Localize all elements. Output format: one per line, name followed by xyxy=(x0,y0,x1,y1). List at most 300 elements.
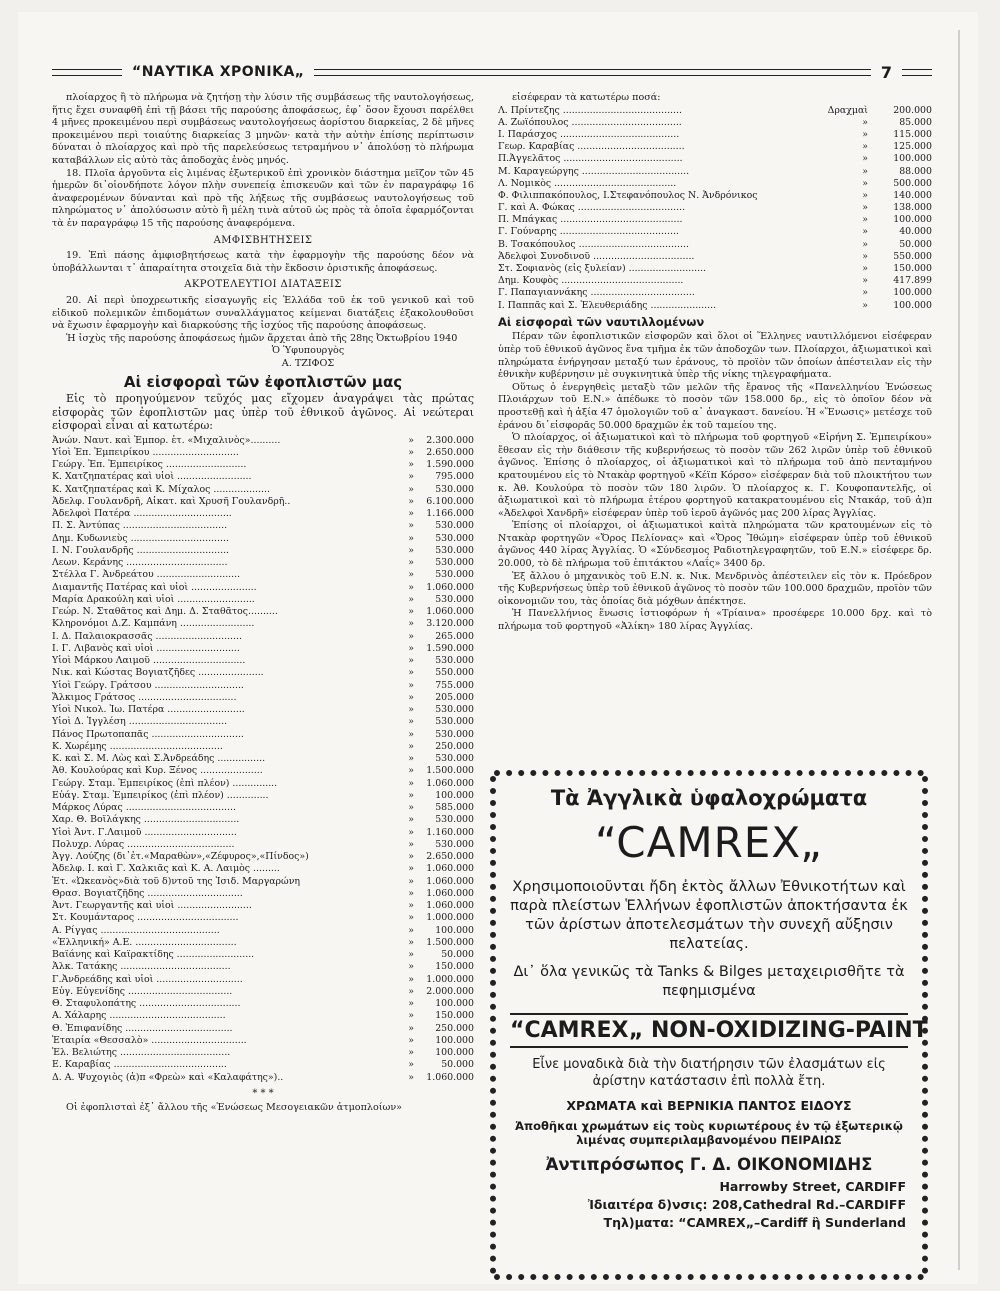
currency-mark: » xyxy=(408,875,414,887)
list-item xyxy=(52,839,474,851)
paragraph: πλοίαρχος ἢ τὸ πλήρωμα νὰ ζητήσῃ τὴν λύσιν τῆς συμβάσεως τῆς ναυτολογήσεως, ἥτις ἔχει συναφθῆ ἐπὶ τῇ βάσει τῆς παρούσης ἀποφάσεως, ἐφ᾽ ὅσον ἔχουσι παρέλθει 4 μῆνες προκειμένου περὶ συμβάσεως ναυτολογήσεως ἀορίστου διαρκείας, 2 δὲ μῆνες προκειμένου περὶ τοιαύτης διαρκείας 3 μηνῶν· κατὰ τὴν αὐτὴν ἐπίσης περίπτωσιν δύναται ὁ πλοίαρχος καὶ πρὸ τῆς παρελεύσεως τετραμήνου ν᾽ ἀπολύσῃ τὸ πλήρωμα καταβάλλων εἰς αὐτὸ τὰς ἀποδοχὰς ἑνὸς μηνός. xyxy=(52,92,474,166)
list-item xyxy=(498,251,932,263)
list-item xyxy=(52,533,474,545)
list-item xyxy=(52,557,474,569)
contributor-name: Ε. Καραβίας ...................................... xyxy=(52,1059,227,1071)
currency-mark: » xyxy=(408,936,414,948)
list-item xyxy=(498,141,932,153)
contributor-name: Εὐγ. Εὐγενίδης ................................... xyxy=(52,985,233,997)
list-item xyxy=(498,287,932,299)
list-item xyxy=(52,851,474,863)
contribution-amount: 1.000.000 xyxy=(426,973,474,985)
contribution-amount: 1.590.000 xyxy=(426,459,474,471)
contributor-name: Ἀθ. Κουλούρας καὶ Κυρ. Ξένος ..................... xyxy=(52,765,263,777)
contribution-amount: 2.000.000 xyxy=(426,985,474,997)
contribution-amount: 250.000 xyxy=(435,1022,474,1034)
contributor-name: Λ. Νομικὸς ......................................... xyxy=(498,177,677,189)
contributor-name: Δημ. Κουφὸς ......................................... xyxy=(498,275,684,287)
currency-mark: » xyxy=(408,998,414,1010)
contribution-amount: 2.650.000 xyxy=(426,851,474,863)
currency-mark: » xyxy=(862,189,868,201)
ad-text: Ἀποθῆκαι χρωμάτων εἰς τοὺς κυριωτέρους ἐν τῷ ἐξωτερικῷ λιμένας συμπεριλαμβανομένου ΠΕΙΡΑΙΩΣ xyxy=(515,1119,903,1147)
signature-title: Ὁ Ὑφυπουργὸς xyxy=(271,345,345,357)
list-item xyxy=(52,582,474,594)
currency-mark: » xyxy=(408,544,414,556)
contributor-name: Λ. Πρίντεζης ........................................ xyxy=(498,104,682,116)
contribution-amount: 530.000 xyxy=(435,544,474,556)
contributor-name: Ἀδελφοὶ Πατέρα ................................. xyxy=(52,508,232,520)
list-item xyxy=(498,105,932,117)
currency-mark: » xyxy=(862,141,868,153)
contribution-amount: 530.000 xyxy=(435,716,474,728)
contributor-name: Μ. Καραγεώργης .................................... xyxy=(498,165,690,177)
ad-representative: Ἀντιπρόσωπος Γ. Δ. ΟΙΚΟΝΟΜΙΔΗΣ xyxy=(545,1155,873,1174)
currency-mark: » xyxy=(408,716,414,728)
list-item xyxy=(498,202,932,214)
currency-mark: » xyxy=(862,153,868,165)
currency-mark: » xyxy=(408,949,414,961)
currency-mark: » xyxy=(408,520,414,532)
list-item xyxy=(52,484,474,496)
contributor-name: Χαρ. Θ. Βοϊλάγκης ................................ xyxy=(52,814,240,826)
contribution-amount: 100.000 xyxy=(893,153,932,165)
contributor-name: Ι. Ν. Γουλανδρῆς ............................... xyxy=(52,544,230,556)
currency-mark: » xyxy=(862,165,868,177)
contribution-amount: 1.060.000 xyxy=(426,900,474,912)
contribution-amount: 585.000 xyxy=(435,802,474,814)
contributor-name: Β. Τσακόπουλος ..................................... xyxy=(498,238,689,250)
list-item xyxy=(498,239,932,251)
contributor-name: Π. Σ. Ἀντύπας ................................... xyxy=(52,520,228,532)
contributor-name: Π. Μπάγκας ......................................... xyxy=(498,214,683,226)
contribution-amount: 1.000.000 xyxy=(426,912,474,924)
currency-mark: » xyxy=(408,434,414,446)
contributor-name: Ἀδελφ. Γουλανδρῆ, Αἰκατ. καὶ Χρυσῆ Γουλανδρῆ.. xyxy=(52,495,291,507)
currency-mark: » xyxy=(408,593,414,605)
currency-mark: » xyxy=(408,961,414,973)
ad-text: Εἶνε μοναδικὰ διὰ τὴν διατήρησιν τῶν ἐλασμάτων εἰς ἀρίστην κατάστασιν ἐπὶ πολλὰ ἔτη. xyxy=(532,1057,886,1089)
contribution-amount: 530.000 xyxy=(435,704,474,716)
currency-mark: » xyxy=(408,740,414,752)
contribution-list xyxy=(52,435,474,1084)
contribution-list xyxy=(498,105,932,312)
currency-mark: » xyxy=(408,569,414,581)
ad-telegram: Τηλ)ματα: “CAMREX„–Cardiff ἢ Sunderland xyxy=(603,1215,906,1230)
currency-mark: » xyxy=(408,495,414,507)
contributor-name: Ι. Παράσχος ........................................ xyxy=(498,128,680,140)
currency-mark: » xyxy=(408,483,414,495)
contributor-name: Ι. Παππᾶς καὶ Σ. Ἐλευθεριάδης ...................... xyxy=(498,299,717,311)
ad-text: Δι᾽ ὅλα γενικῶς τὰ Tanks & Bilges μεταχειρισθῆτε τὰ πεφημισμένα xyxy=(513,964,905,999)
contributor-name: Ἑτ. «Ὠκεανὸς»διὰ τοῦ δ)ντοῦ της Ἰσιδ. Μαργαρώνη xyxy=(52,875,301,887)
contribution-amount: 1.060.000 xyxy=(426,875,474,887)
list-item xyxy=(52,729,474,741)
currency-mark: » xyxy=(408,630,414,642)
currency-mark: » xyxy=(408,1071,414,1083)
list-item xyxy=(52,741,474,753)
list-item xyxy=(52,1023,474,1035)
list-item xyxy=(52,1035,474,1047)
currency-mark: » xyxy=(408,618,414,630)
contribution-amount: 150.000 xyxy=(435,1010,474,1022)
list-item xyxy=(52,716,474,728)
list-item xyxy=(52,1047,474,1059)
paragraph: Οὕτως ὁ ἐνεργηθεὶς μεταξὺ τῶν μελῶν τῆς ἔρανος τῆς «Πανελληνίου Ἑνώσεως Πλοιάρχων τοῦ Ε.Ν.» ἀπέδωκε τὸ ποσὸν τῶν 158.000 δρ., εἰς τὸ ὁποῖον δέον νὰ προστεθῇ καὶ ἡ ἀξία 47 ὁμολογιῶν τοῦ α᾽ ἀναγκαστ. δανείου. Ἡ «Ἕνωσις» μετέσχε τοῦ ἐράνου δι᾽εἰσφορᾶς 50.000 δραχμῶν ἐκ τοῦ ταμείου της. xyxy=(498,381,932,431)
contributor-name: Μάρκος Λύρας ..................................... xyxy=(52,802,236,814)
contributor-name: Α. Ρίγγας ........................................ xyxy=(52,924,220,936)
contribution-amount: 1.590.000 xyxy=(426,642,474,654)
contributor-name: Κ. καὶ Σ. Μ. Λὼς καὶ Σ.Ἀνδρεάδης ................ xyxy=(52,753,266,765)
section-heading: ΑΜΦΙΣΒΗΤΗΣΕΙΣ xyxy=(213,234,313,246)
advertisement xyxy=(494,770,928,1280)
contribution-amount: 530.000 xyxy=(435,532,474,544)
ad-headline: Τὰ Ἀγγλικὰ ὑφαλοχρώματα xyxy=(550,786,868,810)
list-item xyxy=(52,606,474,618)
contributor-name: Υἱοὶ Ἐπ. Ἐμπειρίκου ............................. xyxy=(52,446,239,458)
contributor-name: Ἑταιρία «Θεσσαλὸ» ................................ xyxy=(52,1034,247,1046)
contributor-name: Φ. Φιλιππακόπουλος, Ι.Στεφανόπουλος Ν. Ἀνδρόνικος xyxy=(498,189,758,201)
contributor-name: Ἄλκιμος Γράτσος ................................. xyxy=(52,691,237,703)
currency-mark: » xyxy=(408,667,414,679)
contributor-name: Πάνος Πρωτοπαπᾶς ............................... xyxy=(52,728,244,740)
article-heading: Αἱ εἰσφοραὶ τῶν ἐφοπλιστῶν μας xyxy=(123,373,403,392)
currency-mark: » xyxy=(862,287,868,299)
list-item xyxy=(52,1059,474,1071)
ad-brand: “CAMREX„ xyxy=(595,818,823,867)
contribution-amount: 530.000 xyxy=(435,655,474,667)
list-item xyxy=(52,876,474,888)
contributor-name: Κληρονόμοι Δ.Ζ. Καμπάνη ......................... xyxy=(52,618,255,630)
contribution-amount: 115.000 xyxy=(893,128,932,140)
header-rule-right xyxy=(902,69,932,76)
list-item xyxy=(52,569,474,581)
list-item xyxy=(52,912,474,924)
contributor-name: Δημ. Κυδωνιεὺς ................................. xyxy=(52,532,229,544)
currency-mark: » xyxy=(408,446,414,458)
list-item xyxy=(52,435,474,447)
contribution-amount: 1.500.000 xyxy=(426,765,474,777)
currency-mark: » xyxy=(408,704,414,716)
contribution-amount: 500.000 xyxy=(893,177,932,189)
contributor-name: Βαϊάνης καὶ Καϊρακτίδης .......................... xyxy=(52,949,255,961)
ad-street: Harrowby Street, CARDIFF xyxy=(719,1179,906,1194)
contributor-name: Ἀδελφ. Ι. καὶ Γ. Χαλκιᾶς καὶ Κ. Α. Λαιμὸς ......... xyxy=(52,863,280,875)
ad-product: “CAMREX„ NON-OXIDIZING-PAINT xyxy=(510,1013,908,1048)
currency-mark: » xyxy=(408,912,414,924)
list-item xyxy=(52,937,474,949)
paragraph: Ἐξ ἄλλου ὁ μηχανικὸς τοῦ Ε.Ν. κ. Νικ. Μενδρινὸς ἀπέστειλεν εἰς τὸν κ. Πρόεδρον τῆς Κυβερνήσεως ὑπὲρ τοῦ ἐθνικοῦ ἀγῶνος τὸ ποσὸν τῶν 100.000 δραχμῶν, προϊὸν τῶν οἰκονομιῶν του, τὰς ὁποίας διὰ μόχθων ἀπέκτησε. xyxy=(498,570,932,607)
list-item xyxy=(52,900,474,912)
list-item xyxy=(52,814,474,826)
contribution-amount: 1.060.000 xyxy=(426,606,474,618)
page-header xyxy=(52,60,932,84)
currency-mark: » xyxy=(408,642,414,654)
currency-mark: » xyxy=(862,299,868,311)
list-item xyxy=(52,459,474,471)
list-item xyxy=(498,117,932,129)
contribution-amount: 40.000 xyxy=(899,226,932,238)
page-number: 7 xyxy=(880,62,892,82)
contributor-name: Κ. Χατζηπατέρας καὶ υἱοὶ ......................... xyxy=(52,471,252,483)
currency-mark: » xyxy=(408,459,414,471)
list-item xyxy=(52,520,474,532)
paragraph: Ὁ πλοίαρχος, οἱ ἀξιωματικοὶ καὶ τὸ πλήρωμα τοῦ φορτηγοῦ «Εἰρήνη Σ. Ἐμπειρίκου» ἔθεσαν εἰς τὴν διάθεσιν τῆς κυβερνήσεως τὸ ποσὸν τῶν 262 λιρῶν ὑπὲρ τοῦ ἐθνικοῦ ἀγῶνος. Ἐπίσης ὁ πλοίαρχος, οἱ ἀξιωματικοὶ καὶ τὸ πλήρωμα τοῦ ἀπὸ πενταμήνου κρατουμένου εἰς τὸ Ντακὰρ φορτηγοῦ «Κέϊπ Κόρσο» εἰσέφεραν διὰ τοῦ πλοικτήτου των κ. Ἀθ. Κουλούρα τὸ ποσὸν τῶν 180 λιρῶν. Ὁ πλοίαρχος κ. Γ. Κουφοπαντελῆς, οἱ ἀξιωματικοὶ καὶ τὸ πλήρωμα ἑτέρου φορτηγοῦ κατακρατουμένου εἰς Ντακάρ, τοῦ ἀ)π «Ἀδελφοὶ Χανδρῆ» εἰσέφεραν ὑπὲρ τοῦ ἱεροῦ ἀγῶνός μας 200 λίρας Ἀγγλίας. xyxy=(498,432,932,519)
contributor-name: Κ. Χατζηπατέρας καὶ Κ. Μίχαλος ................... xyxy=(52,483,270,495)
contributor-name: Διαμαντῆς Πατέρας καὶ υἱοὶ ...................... xyxy=(52,581,257,593)
paragraph: 20. Αἱ περὶ ὑποχρεωτικῆς εἰσαγωγῆς εἰς Ἑλλάδα τοῦ ἐκ τοῦ γενικοῦ καὶ τοῦ εἰδικοῦ πολεμικῶν ἐπιδομάτων συναλλάγματος κείμεναι διατάξεις ἐξακολουθοῦσι νὰ ἔχωσιν ἐφαρμογὴν καὶ διαρκούσης τῆς ἰσχύος τῆς παρούσης ἀποφάσεως. xyxy=(52,294,474,332)
list-item xyxy=(52,998,474,1010)
list-item xyxy=(52,680,474,692)
currency-mark: » xyxy=(408,691,414,703)
currency-mark: » xyxy=(408,557,414,569)
contribution-amount: 138.000 xyxy=(893,202,932,214)
paragraph: Ἡ ἰσχὺς τῆς παρούσης ἀποφάσεως ἡμῶν ἄρχεται ἀπὸ τῆς 28ης Ὀκτωβρίου 1940 xyxy=(66,332,458,344)
contributor-name: Γ. Γούναρης ........................................ xyxy=(498,226,679,238)
currency-mark: » xyxy=(862,116,868,128)
list-item xyxy=(52,765,474,777)
contribution-amount: 250.000 xyxy=(435,740,474,752)
list-item xyxy=(498,166,932,178)
contributor-name: Ἀγγ. Λούζης (δι᾽ἐτ.«Μαραθὼν»,«Ζέφυρος»,«Πίνδος») xyxy=(52,851,309,863)
article-body xyxy=(498,331,932,633)
contributor-name: Γεώργ. Σταμ. Ἐμπειρίκος (ἐπὶ πλέον) ............... xyxy=(52,777,278,789)
contributor-name: Ἐλ. Βελιώτης ..................................... xyxy=(52,1047,231,1059)
currency-mark: » xyxy=(862,250,868,262)
contribution-amount: 100.000 xyxy=(435,1034,474,1046)
currency-mark: » xyxy=(408,777,414,789)
header-rule-left xyxy=(52,69,122,76)
list-item xyxy=(52,496,474,508)
contributor-name: Ἀλκ. Τατάκης ..................................... xyxy=(52,961,231,973)
contributor-name: «Ἑλληνική» Α.Ε. .................................. xyxy=(52,936,237,948)
contribution-amount: 50.000 xyxy=(899,238,932,250)
currency-mark: » xyxy=(408,802,414,814)
contributor-name: Θ. Ἐπιφανίδης .................................... xyxy=(52,1022,233,1034)
currency-mark: » xyxy=(408,581,414,593)
list-item xyxy=(498,178,932,190)
contributor-name: Κ. Χωρέμης ...................................... xyxy=(52,740,223,752)
contribution-amount: 550.000 xyxy=(893,250,932,262)
list-item xyxy=(52,974,474,986)
list-item xyxy=(52,471,474,483)
list-item xyxy=(498,263,932,275)
contribution-amount: 100.000 xyxy=(893,287,932,299)
contributor-name: Ι. Δ. Παλαιοκρασσᾶς ............................. xyxy=(52,630,242,642)
contribution-amount: 150.000 xyxy=(435,961,474,973)
contributor-name: Υἱοὶ Νικολ. Ἰω. Πατέρα .......................... xyxy=(52,704,245,716)
currency-mark: » xyxy=(408,655,414,667)
contribution-amount: 85.000 xyxy=(899,116,932,128)
list-item xyxy=(498,190,932,202)
page-edge-shadow xyxy=(958,30,960,1270)
contributor-name: Λεων. Κεράνης .................................. xyxy=(52,557,228,569)
contributor-name: Α. Χάλαρης ....................................... xyxy=(52,1010,226,1022)
contribution-amount: 1.060.000 xyxy=(426,777,474,789)
list-item xyxy=(52,961,474,973)
currency-mark: » xyxy=(408,826,414,838)
contribution-amount: 530.000 xyxy=(435,728,474,740)
contributor-name: Γεωρ. Καραβίας .................................... xyxy=(498,141,685,153)
contributor-name: Εὐάγ. Σταμ. Ἐμπειρίκος (ἐπὶ πλέον) .............. xyxy=(52,789,269,801)
contributor-name: Νικ. καὶ Κώστας Βογιατζῆδες ...................... xyxy=(52,667,264,679)
currency-mark: » xyxy=(862,275,868,287)
currency-mark: » xyxy=(408,728,414,740)
contributor-name: Γ. Παπαγιαννάκης ................................... xyxy=(498,287,695,299)
contribution-amount: 550.000 xyxy=(435,667,474,679)
ad-address: Ἰδιαιτέρα δ)νσις: 208,Cathedral Rd.–CARDIFF xyxy=(587,1197,906,1212)
currency-mark: » xyxy=(408,765,414,777)
currency-mark: » xyxy=(862,177,868,189)
list-item xyxy=(52,631,474,643)
contributor-name: Υἱοὶ Γεώργ. Γράτσου .............................. xyxy=(52,679,244,691)
currency-mark: » xyxy=(408,753,414,765)
contributor-name: Ἀντ. Γεωργαντῆς καὶ υἱοὶ ......................... xyxy=(52,900,252,912)
contribution-amount: 530.000 xyxy=(435,593,474,605)
currency-mark: » xyxy=(408,887,414,899)
list-intro: εἰσέφεραν τὰ κατωτέρω ποσά: xyxy=(512,92,661,103)
contribution-amount: 100.000 xyxy=(435,924,474,936)
list-item xyxy=(52,753,474,765)
contribution-amount: 417.899 xyxy=(893,275,932,287)
currency-mark: » xyxy=(408,789,414,801)
currency-mark: Δραχμαὶ xyxy=(827,104,868,116)
contribution-amount: 530.000 xyxy=(435,483,474,495)
contributor-name: Α. Ζωϊόπουλος ..................................... xyxy=(498,116,682,128)
contribution-amount: 530.000 xyxy=(435,814,474,826)
currency-mark: » xyxy=(408,863,414,875)
list-item xyxy=(52,802,474,814)
contribution-amount: 1.060.000 xyxy=(426,581,474,593)
contribution-amount: 88.000 xyxy=(899,165,932,177)
ad-text: Χρησιμοποιοῦνται ἤδη ἐκτὸς ἄλλων Ἐθνικοτήτων καὶ παρὰ πλείστων Ἑλλήνων ἐφοπλιστῶν ἀποκτήσαντα ἐκ τῶν ἀρίστων ἀποτελεσμάτων τὴν συνεχῆ αὔξησιν πελατείας. xyxy=(510,878,908,952)
list-item xyxy=(52,667,474,679)
currency-mark: » xyxy=(408,851,414,863)
contribution-amount: 530.000 xyxy=(435,753,474,765)
currency-mark: » xyxy=(862,263,868,275)
paragraph: Πέραν τῶν ἐφοπλιστικῶν εἰσφορῶν καὶ ὅλοι οἱ Ἕλληνες ναυτιλλόμενοι εἰσέφεραν ὑπὲρ τοῦ ἐθνικοῦ ἀγῶνος ἕνα τμῆμα ἐκ τῶν ἀποδοχῶν των. Πλοίαρχοι, ἀξιωματικοὶ καὶ πληρώματα ἐνήργησαν μεταξύ των ἐράνους, τὸ προϊὸν τῶν ὁποίων ἀπέστειλαν εἰς τὴν ἐθνικὴν κυβέρνησιν μὲ συγκινητικὰ ὑπὲρ τῆς νίκης τηλεγραφήματα. xyxy=(498,331,932,381)
currency-mark: » xyxy=(408,973,414,985)
currency-mark: » xyxy=(408,532,414,544)
currency-mark: » xyxy=(408,508,414,520)
list-item xyxy=(52,643,474,655)
contribution-amount: 1.166.000 xyxy=(426,508,474,520)
contribution-amount: 530.000 xyxy=(435,557,474,569)
contribution-amount: 1.160.000 xyxy=(426,826,474,838)
contributor-name: Υἱοὶ Ἀντ. Γ.Λαιμοῦ ............................... xyxy=(52,826,237,838)
currency-mark: » xyxy=(408,471,414,483)
contributor-name: Στ. Σοφιανὸς (εἰς ξυλείαν) .......................... xyxy=(498,263,707,275)
contribution-amount: 100.000 xyxy=(893,299,932,311)
separator-stars: * * * xyxy=(252,1087,274,1099)
contribution-amount: 150.000 xyxy=(893,263,932,275)
section-heading: ΑΚΡΟΤΕΛΕΥΤΙΟΙ ΔΙΑΤΑΞΕΙΣ xyxy=(184,279,342,291)
contributor-name: Γ. καὶ Α. Φώκας .................................... xyxy=(498,202,686,214)
list-item xyxy=(52,594,474,606)
paragraph: Ἡ Πανελλήνιος ἕνωσις ἰστιοφόρων ἡ «Τρίαινα» προσέφερε 10.000 δρχ. καὶ τὸ πλήρωμα τοῦ φορτηγοῦ «Ἀλίκη» 180 λίρας Ἀγγλίας. xyxy=(498,608,932,633)
currency-mark: » xyxy=(408,1022,414,1034)
currency-mark: » xyxy=(408,814,414,826)
currency-mark: » xyxy=(862,238,868,250)
contribution-amount: 6.100.000 xyxy=(426,495,474,507)
contributor-name: Υἱοὶ Μάρκου Λαιμοῦ ............................... xyxy=(52,655,246,667)
article-intro: Εἰς τὸ προηγούμενον τεῦχός μας εἴχομεν ἀναγράψει τὰς πρώτας εἰσφορὰς τῶν ἐφοπλιστῶν μας ὑπὲρ τοῦ ἐθνικοῦ ἀγῶνος. Αἱ νεώτεραι εἰσφοραὶ εἶναι αἱ κατωτέρω: xyxy=(52,392,474,433)
contribution-amount: 1.060.000 xyxy=(426,863,474,875)
list-item xyxy=(52,545,474,557)
paragraph: Οἱ ἐφοπλισταὶ ἐξ᾽ ἄλλου τῆς «Ἑνώσεως Μεσογειακῶν ἀτμοπλοίων» xyxy=(66,1102,403,1114)
contribution-amount: 1.500.000 xyxy=(426,936,474,948)
contributor-name: Θ. Σταφυλοπάτης .................................. xyxy=(52,998,241,1010)
magazine-title: “ΝΑΥΤΙΚΑ ΧΡΟΝΙΚΑ„ xyxy=(132,64,305,80)
list-item xyxy=(52,790,474,802)
list-item xyxy=(52,508,474,520)
currency-mark: » xyxy=(408,1059,414,1071)
contribution-amount: 100.000 xyxy=(435,1047,474,1059)
paragraph: 18. Πλοῖα ἀργοῦντα εἰς λιμένας ἐξωτερικοῦ ἐπὶ χρονικὸν διάστημα μεῖζον τῶν 45 ἡμερῶν δι᾽οἱονδήποτε λόγον πλὴν συνεπείᾳ ἐπισκευῶν καὶ τῶν ἐν παραγράφῳ 16 ἀναφερομένων δύνανται καὶ πρὸ τῆς λήξεως τῆς συμβάσεως ναυτολογήσεως τοῦ πληρώματος ν᾽ ἀπολύσωσιν αὐτὸ ἢ μέλη τινὰ αὐτοῦ ὡς πρὸς τὰ ὁποῖα ἐφαρμόζονται τὰ ἐν παραγράφῳ 15 τῆς παρούσης ἀναφερόμενα. xyxy=(52,167,474,229)
currency-mark: » xyxy=(862,214,868,226)
currency-mark: » xyxy=(408,679,414,691)
contributor-name: Δ. Α. Ψυχογιὸς (ἀ)π «Φρεὼ» καὶ «Καλαφάτης»).. xyxy=(52,1071,284,1083)
currency-mark: » xyxy=(408,924,414,936)
list-item xyxy=(52,925,474,937)
contribution-amount: 50.000 xyxy=(441,949,474,961)
list-item xyxy=(52,692,474,704)
contribution-amount: 2.650.000 xyxy=(426,446,474,458)
contribution-amount: 530.000 xyxy=(435,520,474,532)
contributor-name: Π.Ἀγγελᾶτος ........................................ xyxy=(498,153,683,165)
currency-mark: » xyxy=(408,1034,414,1046)
list-item xyxy=(52,618,474,630)
list-item xyxy=(52,949,474,961)
contribution-amount: 140.000 xyxy=(893,189,932,201)
contributor-name: Ἀνών. Ναυτ. καὶ Ἐμπορ. ἑτ. «Μιχαλινὸς».......... xyxy=(52,434,281,446)
contributor-name: Γεώρ. Ν. Σταθᾶτος καὶ Δημ. Δ. Σταθᾶτος.......... xyxy=(52,606,278,618)
contribution-amount: 530.000 xyxy=(435,569,474,581)
ad-text: ΧΡΩΜΑΤΑ καὶ ΒΕΡΝΙΚΙΑ ΠΑΝΤΟΣ ΕΙΔΟΥΣ xyxy=(566,1098,852,1113)
contributor-name: Υἱοὶ Δ. Ἰγγλέση ................................. xyxy=(52,716,228,728)
article-heading: Αἱ εἰσφοραὶ τῶν ναυτιλλομένων xyxy=(498,314,705,329)
currency-mark: » xyxy=(408,900,414,912)
list-item xyxy=(498,153,932,165)
contributor-name: Στέλλα Γ. Ἀνδρεάτου ............................ xyxy=(52,569,241,581)
paragraph: 19. Ἐπὶ πάσης ἀμφισβητήσεως κατὰ τὴν ἐφαρμογὴν τῆς παρούσης δέον νὰ ὑποβάλλωνται τ᾽ ἀπαραίτητα στοιχεῖα διὰ τὴν ἔκδοσιν ὁριστικῆς ἀποφάσεως. xyxy=(52,250,474,274)
right-column xyxy=(498,92,932,634)
contribution-amount: 1.060.000 xyxy=(426,1071,474,1083)
list-item xyxy=(52,986,474,998)
contribution-amount: 2.300.000 xyxy=(426,434,474,446)
contribution-amount: 3.120.000 xyxy=(426,618,474,630)
header-rule-center xyxy=(314,69,870,76)
list-item xyxy=(52,655,474,667)
contribution-amount: 100.000 xyxy=(893,214,932,226)
contribution-amount: 100.000 xyxy=(435,998,474,1010)
contribution-amount: 50.000 xyxy=(441,1059,474,1071)
contributor-name: Ι. Γ. Λιβανὸς καὶ υἱοὶ ............................ xyxy=(52,642,240,654)
list-item xyxy=(52,863,474,875)
contributor-name: Γεώργ. Ἐπ. Ἐμπειρίκος ........................... xyxy=(52,459,247,471)
contributor-name: Στ. Κουμάνταρος .................................. xyxy=(52,912,239,924)
list-item xyxy=(52,447,474,459)
contribution-amount: 125.000 xyxy=(893,141,932,153)
list-item xyxy=(52,827,474,839)
list-item xyxy=(52,1010,474,1022)
contribution-amount: 100.000 xyxy=(435,789,474,801)
contribution-amount: 200.000 xyxy=(893,104,932,116)
contribution-amount: 205.000 xyxy=(435,691,474,703)
left-column xyxy=(52,92,474,1115)
contributor-name: Μαρία Δρακούλη καὶ υἱοὶ .......................... xyxy=(52,593,255,605)
list-item xyxy=(52,704,474,716)
contributor-name: Πολυχρ. Λύρας .................................... xyxy=(52,838,235,850)
